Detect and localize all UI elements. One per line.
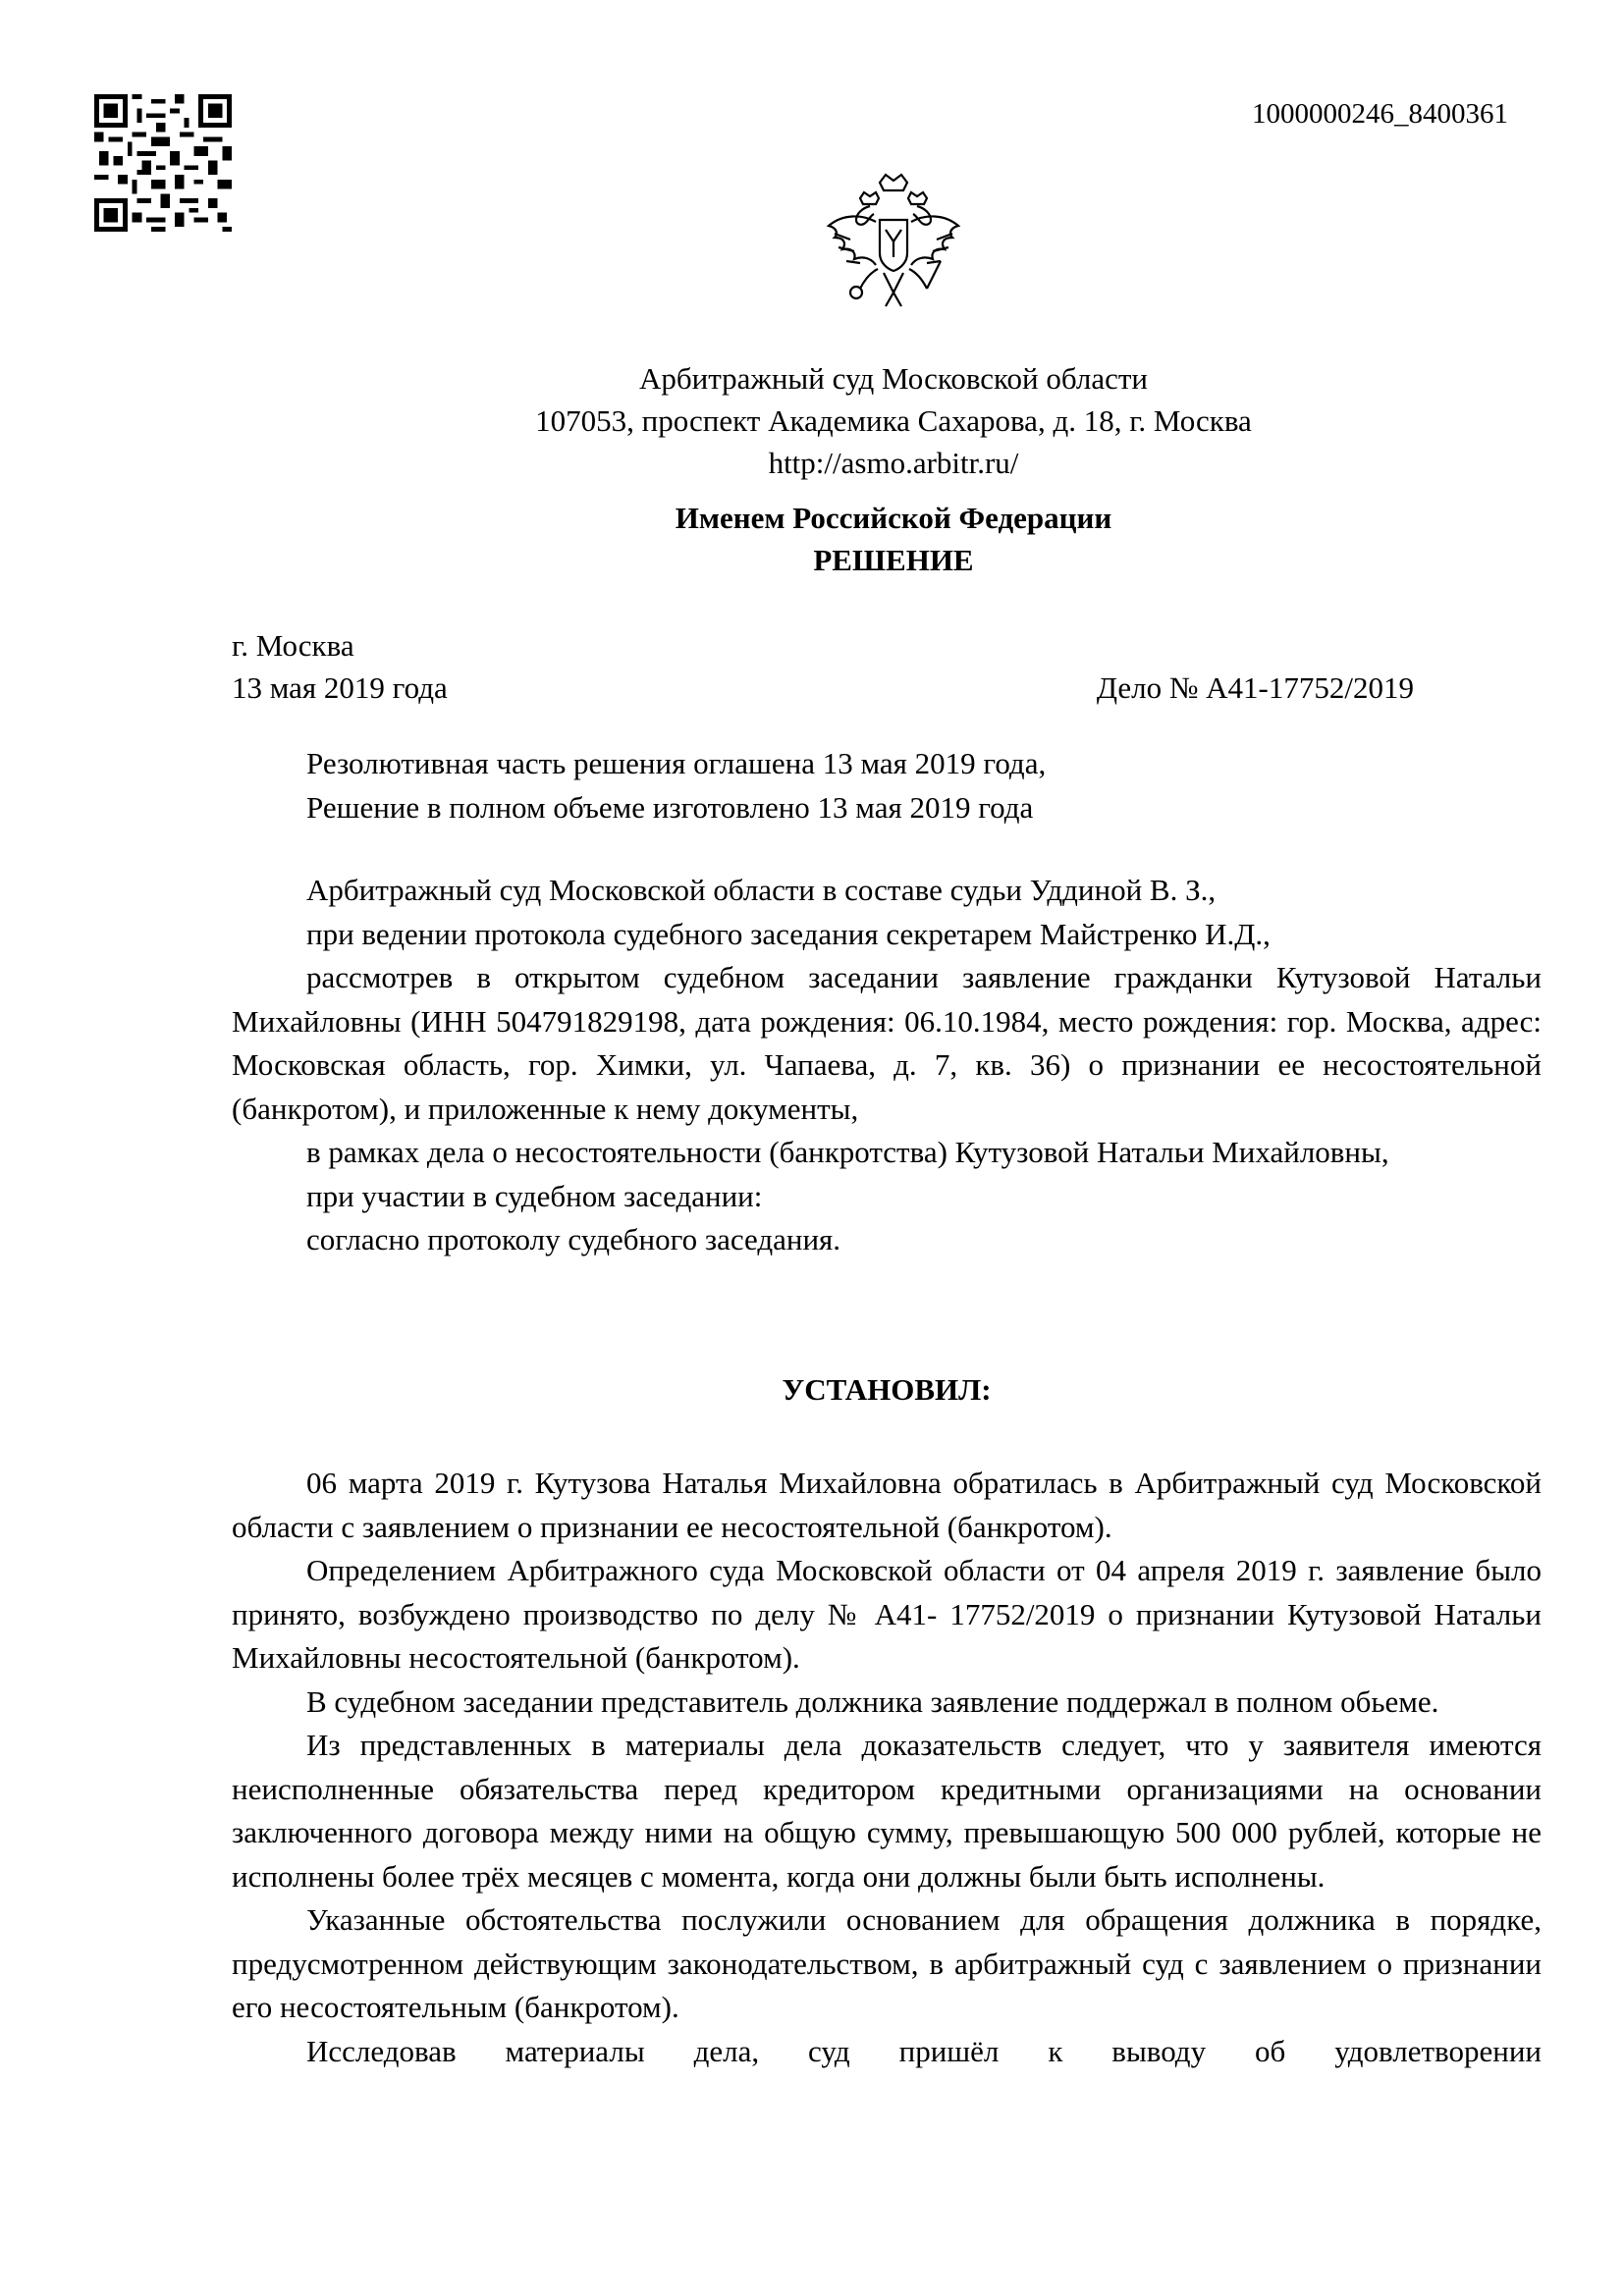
established-heading: УСТАНОВИЛ: (782, 1371, 992, 1407)
intro-line-1: Резолютивная часть решения оглашена 13 мая 2019 года, (306, 746, 1047, 780)
court-website: http://asmo.arbitr.ru/ (768, 446, 1019, 480)
decision-body (232, 742, 1542, 2073)
participants-secretary: при ведении протокола судебного заседания секретарем Майстренко И.Д., (306, 916, 1271, 951)
participants-case-scope: в рамках дела о несостоятельности (банкротства) Кутузовой Натальи Михайловны, (306, 1135, 1389, 1169)
court-name: Арбитражный суд Московской области (638, 361, 1148, 396)
document-id: 1000000246_8400361 (1252, 98, 1508, 130)
established-paragraph: Указанные обстоятельства послужили основанием для обращения должника в порядке, предусмотренном действующим законодательством, в арбитражный суд с заявлением о признании его несостоятельным (банкротом). (232, 1902, 1542, 2024)
established-paragraph: Определением Арбитражного суда Московской области от 04 апреля 2019 г. заявление было принято, возбуждено производство по делу № А41- 17752/2019 о признании Кутузовой Натальи Михайловны несостоятельной (банкротом). (232, 1553, 1542, 1675)
coat-of-arms-emblem (821, 165, 966, 320)
established-paragraph: Из представленных в материалы дела доказательств следует, что у заявителя имеются неисполненные обязательства перед кредитором кредитными организациями на основании заключенного договора между ними на общую сумму, превышающую 500 000 рублей, которые не исполнены более трёх месяцев с момента, когда они должны были быть исполнены. (232, 1728, 1542, 1894)
case-number: Дело № А41-17752/2019 (1096, 670, 1414, 705)
participants-attendance: при участии в судебном заседании: (306, 1178, 763, 1213)
intro-line-2: Решение в полном объеме изготовлено 13 мая 2019 года (306, 789, 1034, 825)
decision-date: 13 мая 2019 года (232, 670, 448, 705)
qr-code (94, 94, 232, 232)
participants-judge: Арбитражный суд Московской области в составе судьи Уддиной В. З., (306, 873, 1217, 907)
established-paragraph: В судебном заседании представитель должника заявление поддержал в полном обьеме. (306, 1683, 1439, 1719)
participants-protocol: согласно протоколу судебного заседания. (306, 1222, 841, 1256)
court-header (0, 357, 1624, 484)
city: г. Москва (232, 628, 354, 663)
participants-claim: рассмотрев в открытом судебном заседании заявление гражданки Кутузовой Натальи Михайловны (ИНН 504791829198, дата рождения: 06.10.1984, место рождения: гор. Москва, адрес: Московская область, гор. Химки, ул. Чапаева, д. 7, кв. 36) о признании ее несостоятельной (банкротом), и приложенные к нему документы, (232, 960, 1542, 1126)
in-the-name-heading: Именем Российской Федерации (675, 501, 1112, 535)
court-address: 107053, проспект Академика Сахарова, д. 18, г. Москва (535, 403, 1252, 438)
established-paragraph: Исследовав материалы дела, суд пришёл к выводу об удовлетворении (306, 2033, 1542, 2068)
decision-title-block (0, 497, 1624, 581)
established-paragraph: 06 марта 2019 г. Кутузова Наталья Михайловна обратилась в Арбитражный суд Московской области с заявлением о признании ее несостоятельной (банкротом). (232, 1466, 1542, 1544)
decision-heading: РЕШЕНИЕ (813, 543, 974, 577)
